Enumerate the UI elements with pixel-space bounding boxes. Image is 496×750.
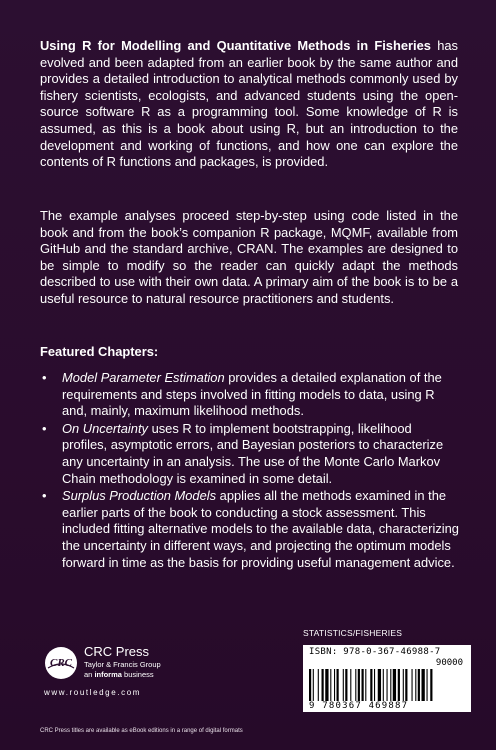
barcode-stripe <box>334 669 335 701</box>
publisher-name: CRC Press <box>84 644 150 659</box>
barcode-stripe <box>415 669 416 701</box>
barcode-stripe <box>427 669 428 701</box>
barcode-stripe <box>330 669 331 701</box>
chapter-description: provides a detailed explanation of the requirements and steps involved in fitting models to data, using R and, mainly, maximum likelihood methods. <box>62 370 442 419</box>
barcode-stripe <box>322 669 324 701</box>
isbn-text: ISBN: 978-0-367-46988-7 <box>309 647 441 657</box>
barcode-stripe <box>362 669 364 701</box>
category-label: STATISTICS/FISHERIES <box>303 628 403 638</box>
publisher-url[interactable]: www.routledge.com <box>44 688 142 697</box>
barcode-stripe <box>378 669 381 701</box>
barcode-stripe <box>358 669 360 701</box>
intro-text: has evolved and been adapted from an earlier book by the same author and provides a detailed introduction to analytical methods commonly used by fishery scientists, ecologists, and advanced students using the open-source software R as a programming tool. Some knowledge of R is assumed, as this is a book about using R, but an introduction to the development and working of functions, and how one can explore the contents of R functions and packages, is provided. <box>40 38 458 170</box>
barcode-stripe <box>337 669 339 701</box>
chapter-description: uses R to implement bootstrapping, likelihood profiles, asymptotic errors, and Bayesian posteriors to characterize any uncertainty in an analysis. The use of the Monte Carlo Markov Chain methodology is examined in some detail. <box>62 420 444 486</box>
crc-logo-icon <box>44 646 78 680</box>
barcode-stripe <box>345 669 347 701</box>
barcode-stripe <box>383 669 384 701</box>
chapter-title: On Uncertainty <box>62 420 148 436</box>
barcode-stripe <box>387 669 388 701</box>
barcode-stripe <box>403 669 404 701</box>
list-item <box>40 421 460 487</box>
list-item <box>40 488 460 571</box>
barcode-stripe <box>430 669 432 701</box>
list-item <box>40 370 460 420</box>
barcode-stripe <box>412 669 413 701</box>
barcode-stripe <box>405 669 407 701</box>
publisher-business: an informa business <box>84 670 154 679</box>
barcode-stripe <box>390 669 391 701</box>
publisher-group: Taylor & Francis Group <box>84 660 161 669</box>
barcode-stripe <box>374 669 375 701</box>
featured-chapters-list <box>40 370 460 572</box>
featured-heading: Featured Chapters: <box>40 344 159 359</box>
barcode-bars <box>309 669 465 701</box>
bullet-icon: • <box>42 370 47 385</box>
barcode-stripe <box>343 669 344 701</box>
barcode-stripe <box>370 669 372 701</box>
chapter-title: Surplus Production Models <box>62 488 217 504</box>
barcode-stripe <box>318 669 319 701</box>
barcode-number: 9 780367 469887 <box>309 701 409 711</box>
barcode-stripe <box>350 669 351 701</box>
barcode-stripe <box>355 669 356 701</box>
barcode-stripe <box>313 669 314 701</box>
barcode-stripe <box>309 669 311 701</box>
bullet-icon: • <box>42 488 47 504</box>
ebook-note: CRC Press titles are available as eBook editions in a range of digital formats <box>40 728 243 734</box>
examples-paragraph: The example analyses proceed step-by-step using code listed in the book and from the book’s companion R package, MQMF, available from GitHub and the standard archive, CRAN. The examples are designed to be simple to modify so the reader can quickly adapt the methods described to use with their own data. A primary aim of the book is to be a useful resource to natural resource practitioners and students. <box>40 208 458 306</box>
barcode-stripe <box>418 669 420 701</box>
bullet-icon: • <box>42 420 47 436</box>
chapter-title: Model Parameter Estimation <box>62 370 225 385</box>
barcode-stripe <box>393 669 396 701</box>
barcode-stripe <box>398 669 400 701</box>
intro-paragraph <box>40 38 458 171</box>
barcode-stripe <box>325 669 328 701</box>
barcode-stripe <box>422 669 425 701</box>
barcode-stripe <box>365 669 366 701</box>
chapter-description: applies all the methods examined in the earlier parts of the book to conducting a stock assessment. This included fitting alternative models to the available data, characterizing the uncertainty in different ways, and projecting the optimum models forward in time as the basis for providing useful management advice. <box>62 488 459 570</box>
price-code: 90000 <box>435 658 463 668</box>
book-title: Using R for Modelling and Quantitative Methods in Fisheries <box>40 38 431 53</box>
barcode <box>303 645 471 712</box>
svg-text:CRC: CRC <box>49 657 73 669</box>
